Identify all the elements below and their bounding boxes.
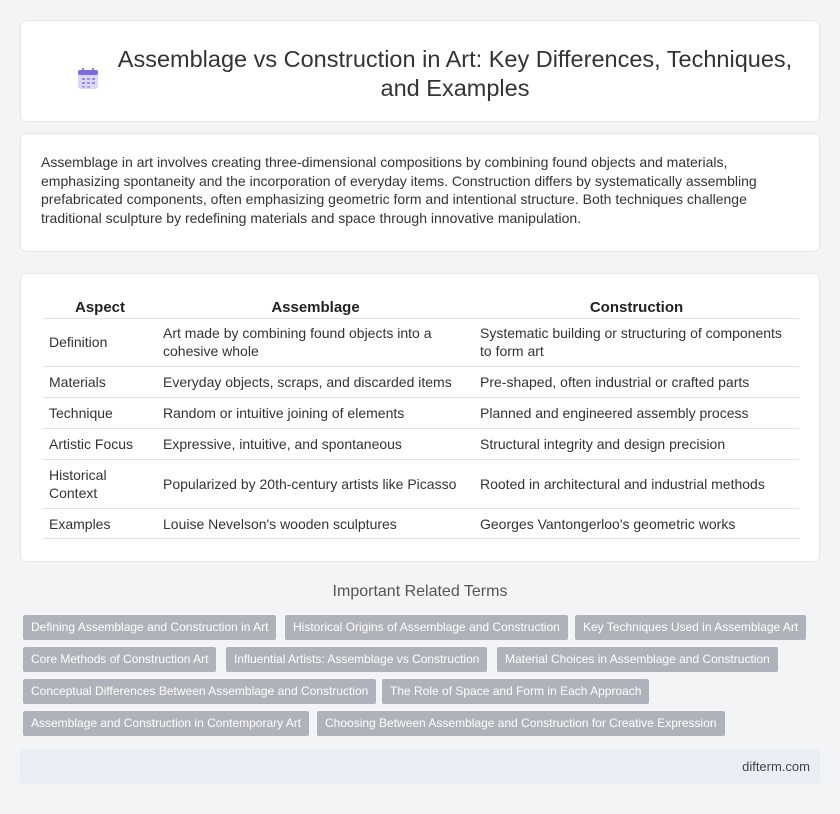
comparison-table-card (20, 273, 820, 562)
intro-text: Assemblage in art involves creating three-dimensional compositions by combining found objects and materials, emphasizing spontaneity and the incorporation of everyday items. Construction differs by systematically assembling prefabricated components, often emphasizing geometric form and intentional structure. Both techniques challenge traditional sculpture by redefining materials and space through innovative manipulation. (41, 154, 757, 226)
intro-card (20, 133, 820, 252)
table-row (43, 397, 799, 428)
header-construction: Construction (589, 299, 684, 316)
row-assemblage: Popularized by 20th-century artists like Picasso (157, 459, 474, 508)
row-aspect: Materials (43, 366, 157, 397)
related-term-tag[interactable]: Influential Artists: Assemblage vs Construction (226, 647, 487, 672)
row-aspect: Artistic Focus (43, 428, 157, 459)
header-assemblage: Assemblage (271, 299, 360, 316)
row-aspect: Examples (43, 508, 157, 539)
row-assemblage: Random or intuitive joining of elements (157, 397, 474, 428)
related-term-tag[interactable]: The Role of Space and Form in Each Approach (382, 679, 649, 704)
table-row (43, 366, 799, 397)
comparison-table (43, 294, 799, 539)
table-row (43, 508, 799, 539)
related-term-tag[interactable]: Choosing Between Assemblage and Construction for Creative Expression (317, 711, 725, 736)
row-assemblage: Everyday objects, scraps, and discarded items (157, 366, 474, 397)
row-construction: Georges Vantongerloo's geometric works (474, 508, 799, 539)
table-row (43, 459, 799, 508)
footer (20, 750, 820, 784)
header-card (20, 20, 820, 122)
calendar-icon (77, 68, 99, 90)
row-construction: Planned and engineered assembly process (474, 397, 799, 428)
related-term-tag[interactable]: Key Techniques Used in Assemblage Art (575, 615, 806, 640)
row-construction: Structural integrity and design precision (474, 428, 799, 459)
row-construction: Pre-shaped, often industrial or crafted parts (474, 366, 799, 397)
table-row (43, 428, 799, 459)
row-construction: Systematic building or structuring of components to form art (474, 318, 799, 366)
row-aspect: Definition (43, 318, 157, 366)
row-assemblage: Art made by combining found objects into a cohesive whole (157, 318, 474, 366)
row-aspect: Technique (43, 397, 157, 428)
page-title: Assemblage vs Construction in Art: Key Differences, Techniques, and Examples (117, 46, 793, 101)
table-header-row (43, 294, 799, 318)
related-terms-title: Important Related Terms (332, 583, 508, 600)
related-term-tag[interactable]: Material Choices in Assemblage and Construction (497, 647, 778, 672)
footer-site-link[interactable]: difterm.com (742, 759, 810, 774)
related-term-tag[interactable]: Defining Assemblage and Construction in Art (23, 615, 276, 640)
related-term-tag[interactable]: Assemblage and Construction in Contemporary Art (23, 711, 309, 736)
row-assemblage: Louise Nevelson's wooden sculptures (157, 508, 474, 539)
row-construction: Rooted in architectural and industrial methods (474, 459, 799, 508)
row-assemblage: Expressive, intuitive, and spontaneous (157, 428, 474, 459)
related-term-tag[interactable]: Historical Origins of Assemblage and Construction (285, 615, 568, 640)
related-term-tag[interactable]: Conceptual Differences Between Assemblage and Construction (23, 679, 376, 704)
related-term-tag[interactable]: Core Methods of Construction Art (23, 647, 216, 672)
row-aspect: Historical Context (43, 459, 157, 508)
header-aspect: Aspect (74, 299, 126, 316)
table-row (43, 318, 799, 366)
